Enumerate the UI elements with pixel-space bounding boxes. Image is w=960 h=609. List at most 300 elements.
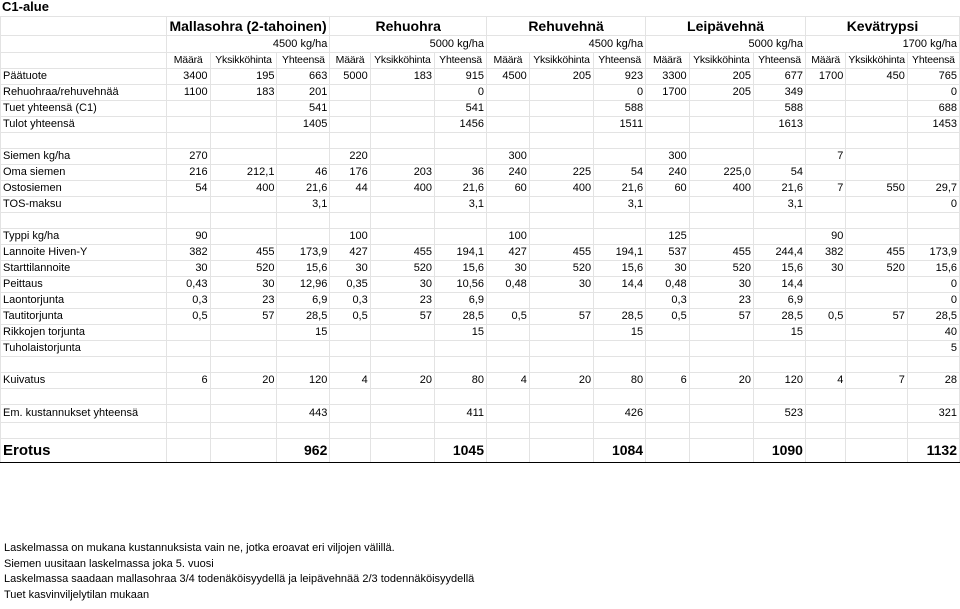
table-cell: 54 xyxy=(166,181,210,197)
table-cell xyxy=(210,405,277,423)
crop-yield: 4500 kg/ha xyxy=(166,36,330,53)
table-cell xyxy=(805,405,845,423)
table-cell: 677 xyxy=(754,69,806,85)
table-cell: 60 xyxy=(487,181,530,197)
table-cell: 29,7 xyxy=(907,181,959,197)
table-row xyxy=(1,405,960,423)
table-cell xyxy=(370,117,434,133)
row-label: Rikkojen torjunta xyxy=(1,325,167,341)
table-cell: 5 xyxy=(907,341,959,357)
table-cell: 400 xyxy=(370,181,434,197)
table-cell xyxy=(846,165,908,181)
table-cell xyxy=(370,85,434,101)
table-cell: 20 xyxy=(529,373,593,389)
row-label: Erotus xyxy=(1,439,167,463)
table-cell: 3,1 xyxy=(754,197,806,213)
table-cell: 21,6 xyxy=(754,181,806,197)
row-label: Siemen kg/ha xyxy=(1,149,167,165)
notes-block xyxy=(4,541,474,603)
table-cell: 1453 xyxy=(907,117,959,133)
table-cell: 54 xyxy=(754,165,806,181)
table-cell xyxy=(277,341,330,357)
row-label: Rehuohraa/rehuvehnää xyxy=(1,85,167,101)
table-cell xyxy=(210,325,277,341)
table-cell: 194,1 xyxy=(435,245,487,261)
table-cell xyxy=(754,149,806,165)
table-cell xyxy=(805,439,845,463)
table-cell: 125 xyxy=(646,229,690,245)
table-row xyxy=(1,373,960,389)
table-cell xyxy=(166,101,210,117)
table-cell xyxy=(330,439,370,463)
table-cell xyxy=(487,117,530,133)
note-line: Tuet kasvinviljelytilan mukaan xyxy=(4,588,150,601)
table-cell: 455 xyxy=(370,245,434,261)
table-cell xyxy=(435,149,487,165)
table-cell xyxy=(689,439,753,463)
table-cell: 120 xyxy=(277,373,330,389)
table-cell xyxy=(277,229,330,245)
table-cell xyxy=(166,341,210,357)
table-cell xyxy=(689,341,753,357)
table-cell: 1511 xyxy=(594,117,646,133)
table-cell: 30 xyxy=(166,261,210,277)
table-cell xyxy=(370,229,434,245)
table-row xyxy=(1,149,960,165)
table-cell: 3,1 xyxy=(594,197,646,213)
table-cell xyxy=(529,405,593,423)
subheader-yksikkohinta: Yksikköhinta xyxy=(210,53,277,69)
corner-cell xyxy=(1,17,167,36)
table-cell: 203 xyxy=(370,165,434,181)
table-cell: 7 xyxy=(805,149,845,165)
table-cell: 57 xyxy=(846,309,908,325)
table-cell: 382 xyxy=(805,245,845,261)
table-cell xyxy=(907,149,959,165)
table-cell: 244,4 xyxy=(754,245,806,261)
subheader-maara: Määrä xyxy=(805,53,845,69)
crop-yield: 5000 kg/ha xyxy=(646,36,806,53)
crop-name: Kevätrypsi xyxy=(805,17,959,36)
table-cell xyxy=(846,229,908,245)
subheader-yksikkohinta: Yksikköhinta xyxy=(370,53,434,69)
table-cell xyxy=(277,149,330,165)
table-cell xyxy=(846,439,908,463)
note-line: Siemen uusitaan laskelmassa joka 5. vuosi xyxy=(4,557,214,570)
table-cell: 205 xyxy=(689,69,753,85)
table-cell xyxy=(846,85,908,101)
table-cell xyxy=(805,277,845,293)
table-cell: 3,1 xyxy=(435,197,487,213)
table-cell: 0,3 xyxy=(166,293,210,309)
table-cell: 6 xyxy=(646,373,690,389)
table-row xyxy=(1,181,960,197)
table-cell xyxy=(594,149,646,165)
table-cell: 14,4 xyxy=(594,277,646,293)
table-cell: 15,6 xyxy=(277,261,330,277)
table-cell: 15 xyxy=(594,325,646,341)
table-cell: 588 xyxy=(594,101,646,117)
table-cell xyxy=(370,341,434,357)
table-cell xyxy=(330,341,370,357)
subheader-maara: Määrä xyxy=(330,53,370,69)
table-cell xyxy=(805,325,845,341)
table-row xyxy=(1,439,960,463)
table-cell xyxy=(529,117,593,133)
spacer-row xyxy=(1,357,960,373)
table-cell: 455 xyxy=(689,245,753,261)
table-cell: 765 xyxy=(907,69,959,85)
row-label: Tautitorjunta xyxy=(1,309,167,325)
table-cell: 5000 xyxy=(330,69,370,85)
table-cell xyxy=(487,325,530,341)
table-row xyxy=(1,309,960,325)
table-cell xyxy=(846,405,908,423)
table-cell: 0 xyxy=(907,277,959,293)
table-cell: 427 xyxy=(487,245,530,261)
table-cell xyxy=(846,117,908,133)
table-cell xyxy=(689,229,753,245)
table-cell: 30 xyxy=(689,277,753,293)
row-label: Päätuote xyxy=(1,69,167,85)
table-cell xyxy=(435,341,487,357)
table-cell xyxy=(330,197,370,213)
table-cell: 220 xyxy=(330,149,370,165)
table-cell: 21,6 xyxy=(594,181,646,197)
table-cell: 0 xyxy=(435,85,487,101)
table-cell: 205 xyxy=(529,69,593,85)
spacer-row xyxy=(1,213,960,229)
table-cell xyxy=(330,85,370,101)
table-cell xyxy=(805,85,845,101)
table-cell: 183 xyxy=(370,69,434,85)
row-label: Typpi kg/ha xyxy=(1,229,167,245)
table-cell xyxy=(330,101,370,117)
table-cell xyxy=(754,229,806,245)
table-cell: 1700 xyxy=(646,85,690,101)
subheader-yhteensa: Yhteensä xyxy=(754,53,806,69)
table-cell: 520 xyxy=(210,261,277,277)
crop-yield: 5000 kg/ha xyxy=(330,36,487,53)
table-cell xyxy=(846,197,908,213)
table-cell xyxy=(689,325,753,341)
table-cell: 23 xyxy=(689,293,753,309)
table-cell: 28,5 xyxy=(907,309,959,325)
table-cell: 21,6 xyxy=(277,181,330,197)
crop-header-row xyxy=(1,17,960,36)
table-cell xyxy=(529,101,593,117)
table-cell: 120 xyxy=(754,373,806,389)
subheader-yhteensa: Yhteensä xyxy=(594,53,646,69)
table-row xyxy=(1,165,960,181)
table-cell xyxy=(805,341,845,357)
table-cell xyxy=(805,101,845,117)
table-cell: 90 xyxy=(166,229,210,245)
table-cell: 100 xyxy=(487,229,530,245)
yield-row xyxy=(1,36,960,53)
table-cell: 3400 xyxy=(166,69,210,85)
table-cell xyxy=(805,197,845,213)
table-cell xyxy=(529,439,593,463)
table-cell: 44 xyxy=(330,181,370,197)
table-cell: 183 xyxy=(210,85,277,101)
table-cell: 1613 xyxy=(754,117,806,133)
table-cell: 520 xyxy=(529,261,593,277)
table-cell: 30 xyxy=(487,261,530,277)
subheader-yksikkohinta: Yksikköhinta xyxy=(689,53,753,69)
table-cell: 1405 xyxy=(277,117,330,133)
table-cell xyxy=(370,149,434,165)
table-row xyxy=(1,277,960,293)
table-cell: 7 xyxy=(846,373,908,389)
table-cell xyxy=(370,439,434,463)
table-cell: 216 xyxy=(166,165,210,181)
table-cell: 205 xyxy=(689,85,753,101)
table-row xyxy=(1,197,960,213)
table-cell: 12,96 xyxy=(277,277,330,293)
table-cell: 400 xyxy=(529,181,593,197)
table-cell xyxy=(594,293,646,309)
table-cell xyxy=(689,405,753,423)
table-cell xyxy=(689,101,753,117)
table-cell xyxy=(646,117,690,133)
table-cell: 4 xyxy=(805,373,845,389)
table-row xyxy=(1,341,960,357)
table-cell xyxy=(529,341,593,357)
table-cell xyxy=(907,229,959,245)
table-cell xyxy=(805,165,845,181)
table-cell: 0 xyxy=(594,85,646,101)
table-cell: 100 xyxy=(330,229,370,245)
table-cell xyxy=(646,405,690,423)
table-cell: 23 xyxy=(210,293,277,309)
sheet-title: C1-alue xyxy=(2,0,49,14)
table-cell xyxy=(689,117,753,133)
table-cell xyxy=(487,197,530,213)
table-row xyxy=(1,85,960,101)
table-cell: 541 xyxy=(435,101,487,117)
table-cell xyxy=(754,341,806,357)
table-cell xyxy=(529,197,593,213)
table-cell xyxy=(210,117,277,133)
table-cell: 201 xyxy=(277,85,330,101)
table-cell xyxy=(166,405,210,423)
table-cell xyxy=(529,293,593,309)
table-cell xyxy=(370,197,434,213)
subheader-yhteensa: Yhteensä xyxy=(907,53,959,69)
table-cell: 1084 xyxy=(594,439,646,463)
table-cell xyxy=(805,293,845,309)
table-cell: 4 xyxy=(330,373,370,389)
table-cell: 90 xyxy=(805,229,845,245)
table-cell xyxy=(529,85,593,101)
table-cell xyxy=(689,149,753,165)
table-cell: 962 xyxy=(277,439,330,463)
table-cell xyxy=(846,341,908,357)
table-cell: 28 xyxy=(907,373,959,389)
row-label: Ostosiemen xyxy=(1,181,167,197)
table-cell xyxy=(529,229,593,245)
table-cell: 40 xyxy=(907,325,959,341)
table-cell: 80 xyxy=(594,373,646,389)
table-cell xyxy=(646,325,690,341)
table-cell xyxy=(210,439,277,463)
row-label: Starttilannoite xyxy=(1,261,167,277)
table-cell: 455 xyxy=(529,245,593,261)
table-cell xyxy=(210,341,277,357)
table-cell: 57 xyxy=(689,309,753,325)
table-cell: 6,9 xyxy=(277,293,330,309)
table-cell: 20 xyxy=(689,373,753,389)
table-cell xyxy=(370,101,434,117)
table-row xyxy=(1,117,960,133)
table-cell: 1045 xyxy=(435,439,487,463)
spacer-row xyxy=(1,389,960,405)
table-cell: 427 xyxy=(330,245,370,261)
table-cell: 30 xyxy=(805,261,845,277)
table-row xyxy=(1,101,960,117)
table-cell xyxy=(210,101,277,117)
table-cell: 176 xyxy=(330,165,370,181)
table-cell: 60 xyxy=(646,181,690,197)
table-cell: 520 xyxy=(689,261,753,277)
table-cell: 30 xyxy=(330,261,370,277)
note-line: Laskelmassa saadaan mallasohraa 3/4 todenäköisyydellä ja leipävehnää 2/3 todennäköisyydellä xyxy=(4,573,475,585)
table-cell: 270 xyxy=(166,149,210,165)
table-cell xyxy=(529,149,593,165)
row-label: Lannoite Hiven-Y xyxy=(1,245,167,261)
crop-name: Leipävehnä xyxy=(646,17,806,36)
table-cell: 28,5 xyxy=(277,309,330,325)
table-cell: 300 xyxy=(646,149,690,165)
table-cell: 240 xyxy=(487,165,530,181)
table-cell: 0,3 xyxy=(646,293,690,309)
table-cell: 3,1 xyxy=(277,197,330,213)
table-cell: 915 xyxy=(435,69,487,85)
table-cell: 520 xyxy=(846,261,908,277)
table-cell: 57 xyxy=(210,309,277,325)
table-cell: 173,9 xyxy=(907,245,959,261)
table-cell: 349 xyxy=(754,85,806,101)
table-cell: 541 xyxy=(277,101,330,117)
table-cell: 523 xyxy=(754,405,806,423)
table-cell: 0,48 xyxy=(487,277,530,293)
table-cell xyxy=(487,293,530,309)
table-cell: 3300 xyxy=(646,69,690,85)
table-cell xyxy=(846,149,908,165)
table-cell: 240 xyxy=(646,165,690,181)
table-cell: 36 xyxy=(435,165,487,181)
table-cell xyxy=(487,85,530,101)
row-label: Em. kustannukset yhteensä xyxy=(1,405,167,423)
table-cell xyxy=(646,341,690,357)
table-cell: 30 xyxy=(646,261,690,277)
table-cell: 6,9 xyxy=(754,293,806,309)
table-cell: 28,5 xyxy=(435,309,487,325)
table-cell: 0 xyxy=(907,85,959,101)
table-cell: 57 xyxy=(529,309,593,325)
table-cell: 455 xyxy=(846,245,908,261)
table-cell: 0 xyxy=(907,197,959,213)
table-cell xyxy=(330,117,370,133)
table-cell: 30 xyxy=(370,277,434,293)
table-row xyxy=(1,325,960,341)
table-cell xyxy=(594,341,646,357)
note-line: Laskelmassa on mukana kustannuksista vain ne, jotka eroavat eri viljojen välillä. xyxy=(4,542,395,554)
table-cell xyxy=(846,277,908,293)
table-cell: 321 xyxy=(907,405,959,423)
table-cell: 6 xyxy=(166,373,210,389)
table-cell: 0,5 xyxy=(487,309,530,325)
crop-yield: 1700 kg/ha xyxy=(805,36,959,53)
row-label: Tuet yhteensä (C1) xyxy=(1,101,167,117)
table-cell: 7 xyxy=(805,181,845,197)
table-cell: 57 xyxy=(370,309,434,325)
table-cell: 194,1 xyxy=(594,245,646,261)
table-cell: 195 xyxy=(210,69,277,85)
table-cell: 225 xyxy=(529,165,593,181)
table-cell: 28,5 xyxy=(754,309,806,325)
table-cell: 23 xyxy=(370,293,434,309)
table-cell: 0 xyxy=(907,293,959,309)
table-cell: 15,6 xyxy=(907,261,959,277)
table-cell xyxy=(646,439,690,463)
row-label: Oma siemen xyxy=(1,165,167,181)
table-cell xyxy=(210,229,277,245)
table-cell: 0,48 xyxy=(646,277,690,293)
table-cell xyxy=(487,439,530,463)
cost-table xyxy=(0,16,960,463)
subheader-yhteensa: Yhteensä xyxy=(277,53,330,69)
table-cell: 14,4 xyxy=(754,277,806,293)
table-cell xyxy=(907,165,959,181)
table-cell: 15,6 xyxy=(594,261,646,277)
row-label: Laontorjunta xyxy=(1,293,167,309)
table-cell: 1700 xyxy=(805,69,845,85)
subheader-yksikkohinta: Yksikköhinta xyxy=(846,53,908,69)
subheader-yhteensa: Yhteensä xyxy=(435,53,487,69)
table-cell: 10,56 xyxy=(435,277,487,293)
table-row xyxy=(1,69,960,85)
table-cell xyxy=(487,101,530,117)
spacer-row xyxy=(1,423,960,439)
table-cell xyxy=(805,117,845,133)
table-cell xyxy=(166,325,210,341)
row-label: Tulot yhteensä xyxy=(1,117,167,133)
crop-name: Rehuvehnä xyxy=(487,17,646,36)
table-cell xyxy=(689,197,753,213)
row-label: Peittaus xyxy=(1,277,167,293)
table-cell: 15,6 xyxy=(754,261,806,277)
table-cell xyxy=(210,149,277,165)
table-cell: 15 xyxy=(277,325,330,341)
table-cell xyxy=(435,229,487,245)
table-cell: 212,1 xyxy=(210,165,277,181)
subheader-maara: Määrä xyxy=(646,53,690,69)
spacer-row xyxy=(1,133,960,149)
table-cell xyxy=(166,197,210,213)
table-cell xyxy=(166,439,210,463)
table-cell: 400 xyxy=(210,181,277,197)
table-cell: 923 xyxy=(594,69,646,85)
table-cell: 450 xyxy=(846,69,908,85)
row-label: TOS-maksu xyxy=(1,197,167,213)
table-cell xyxy=(646,197,690,213)
table-cell: 688 xyxy=(907,101,959,117)
table-cell: 30 xyxy=(529,277,593,293)
table-cell: 411 xyxy=(435,405,487,423)
table-cell: 54 xyxy=(594,165,646,181)
